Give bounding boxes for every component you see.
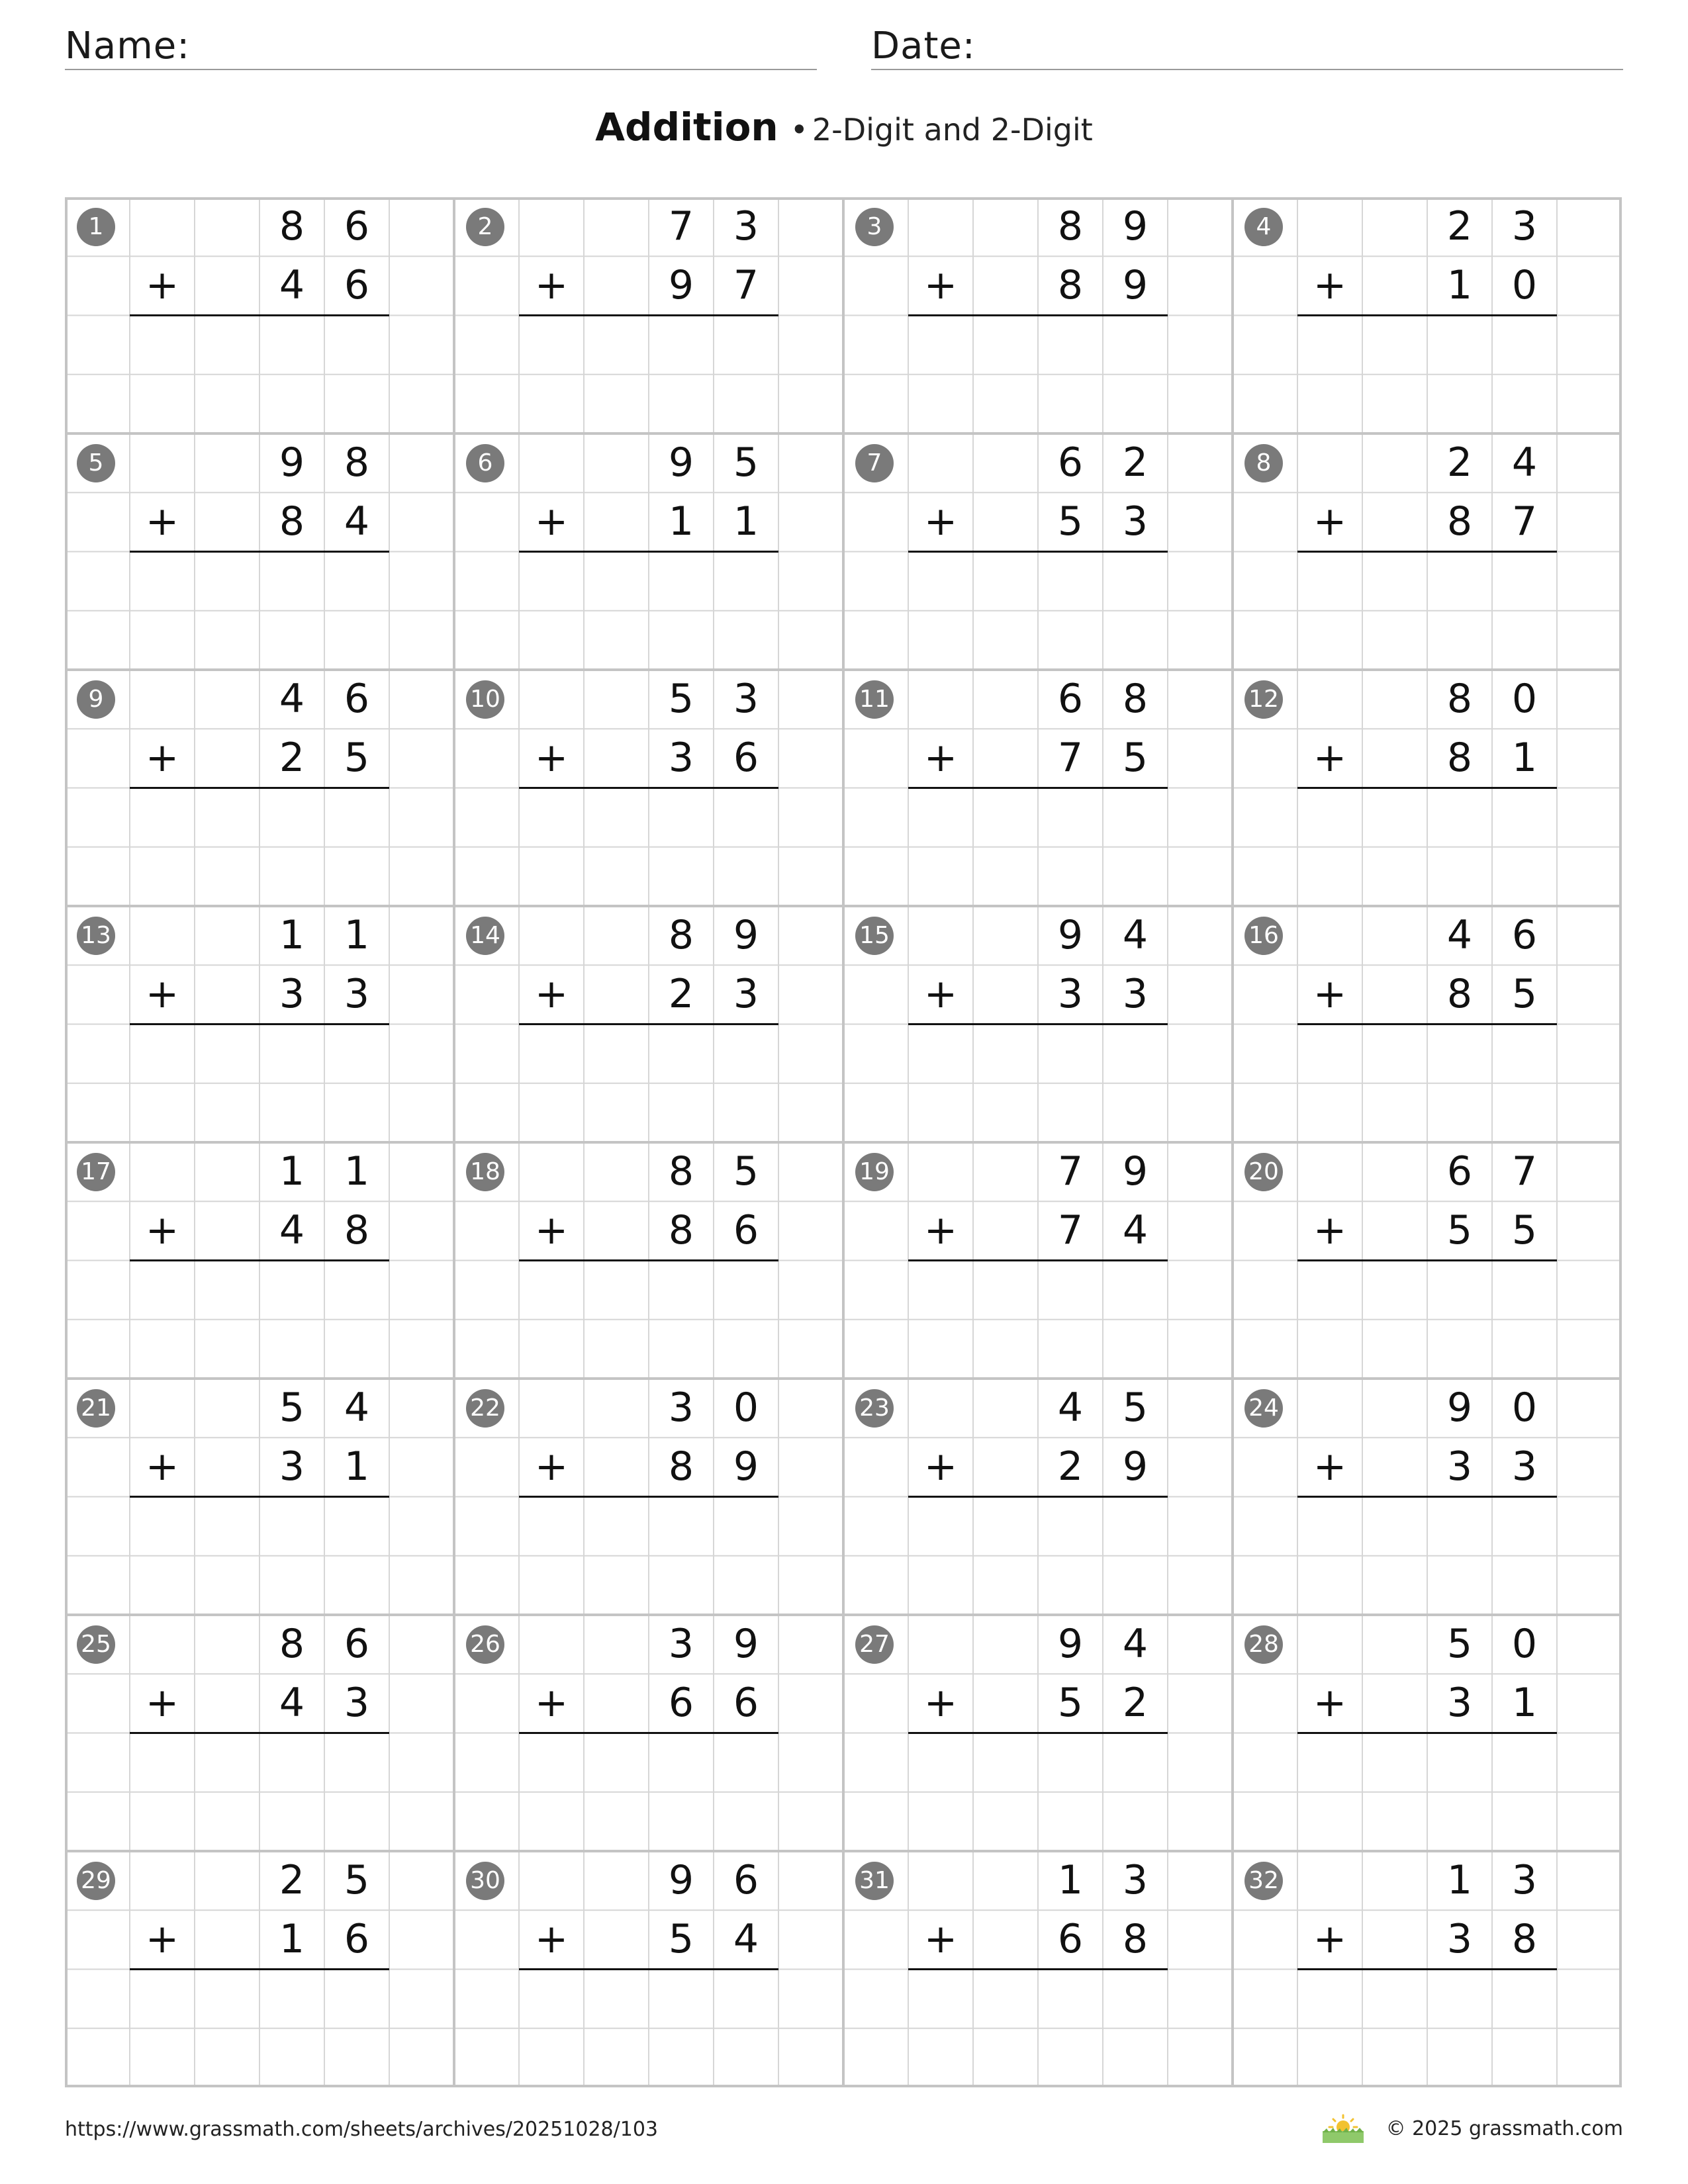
- problem-number-badge: 31: [855, 1862, 894, 1900]
- plus-sign: +: [534, 1680, 569, 1726]
- problem-number-badge: 1: [77, 208, 115, 246]
- sum-line: [130, 1496, 389, 1498]
- sum-line: [519, 314, 778, 316]
- footer-url[interactable]: https://www.grassmath.com/sheets/archives/20251028/103: [65, 2118, 659, 2141]
- problem: [843, 670, 1233, 906]
- top-ones-digit: 9: [1122, 1148, 1149, 1195]
- bottom-tens-digit: 7: [1057, 1207, 1084, 1253]
- problem: [454, 670, 843, 906]
- top-tens-digit: 6: [1057, 676, 1084, 722]
- problem: [454, 197, 843, 433]
- top-ones-digit: 0: [1511, 676, 1538, 722]
- sum-line: [1297, 1496, 1557, 1498]
- problem-number-badge: 12: [1244, 680, 1283, 719]
- plus-sign: +: [1313, 262, 1347, 308]
- sum-line: [1297, 314, 1557, 316]
- bottom-ones-digit: 6: [733, 1207, 759, 1253]
- bottom-tens-digit: 4: [279, 1207, 305, 1253]
- top-tens-digit: 1: [279, 912, 305, 958]
- top-ones-digit: 4: [1511, 439, 1538, 486]
- bottom-ones-digit: 6: [733, 1680, 759, 1726]
- problem: [843, 1615, 1233, 1851]
- bottom-tens-digit: 1: [1446, 262, 1473, 308]
- problem-number-badge: 18: [466, 1153, 504, 1191]
- top-ones-digit: 8: [1122, 676, 1149, 722]
- problem-grid: [65, 197, 1622, 2087]
- plus-sign: +: [923, 498, 958, 545]
- grass-sun-logo-icon: [1320, 2113, 1366, 2144]
- plus-sign: +: [145, 1916, 179, 1962]
- problem: [65, 670, 454, 906]
- problem-number-badge: 25: [77, 1625, 115, 1664]
- sum-line: [130, 1968, 389, 1970]
- problem: [843, 1142, 1233, 1379]
- name-label: Name:: [65, 24, 191, 68]
- top-ones-digit: 1: [344, 912, 370, 958]
- bottom-ones-digit: 1: [733, 498, 759, 545]
- sum-line: [519, 1023, 778, 1025]
- plus-sign: +: [1313, 1680, 1347, 1726]
- bottom-ones-digit: 6: [344, 262, 370, 308]
- problem-number-badge: 3: [855, 208, 894, 246]
- bottom-tens-digit: 8: [1057, 262, 1084, 308]
- bottom-ones-digit: 7: [733, 262, 759, 308]
- top-ones-digit: 6: [344, 1621, 370, 1667]
- sum-line: [519, 1732, 778, 1734]
- plus-sign: +: [1313, 1207, 1347, 1253]
- plus-sign: +: [145, 971, 179, 1017]
- top-ones-digit: 3: [1122, 1857, 1149, 1903]
- problem-number-badge: 22: [466, 1389, 504, 1428]
- footer-brand: [1320, 2113, 1623, 2144]
- top-tens-digit: 8: [279, 1621, 305, 1667]
- top-tens-digit: 5: [668, 676, 694, 722]
- bottom-tens-digit: 3: [279, 1443, 305, 1490]
- bottom-ones-digit: 3: [344, 971, 370, 1017]
- bottom-ones-digit: 4: [344, 498, 370, 545]
- bottom-tens-digit: 3: [1057, 971, 1084, 1017]
- bottom-tens-digit: 8: [1446, 498, 1473, 545]
- top-tens-digit: 4: [279, 676, 305, 722]
- problem-number-badge: 17: [77, 1153, 115, 1191]
- problem: [843, 906, 1233, 1142]
- top-tens-digit: 9: [668, 439, 694, 486]
- plus-sign: +: [923, 1443, 958, 1490]
- problem-number-badge: 13: [77, 917, 115, 955]
- top-tens-digit: 2: [1446, 439, 1473, 486]
- problem-number-badge: 8: [1244, 444, 1283, 482]
- bottom-ones-digit: 7: [1511, 498, 1538, 545]
- bottom-ones-digit: 5: [344, 735, 370, 781]
- bottom-ones-digit: 3: [344, 1680, 370, 1726]
- plus-sign: +: [145, 1207, 179, 1253]
- problem-number-badge: 26: [466, 1625, 504, 1664]
- bottom-tens-digit: 8: [668, 1443, 694, 1490]
- bottom-ones-digit: 4: [733, 1916, 759, 1962]
- plus-sign: +: [923, 1680, 958, 1726]
- top-ones-digit: 0: [733, 1385, 759, 1431]
- bottom-ones-digit: 8: [1511, 1916, 1538, 1962]
- problem: [65, 433, 454, 670]
- plus-sign: +: [923, 971, 958, 1017]
- problem-number-badge: 21: [77, 1389, 115, 1428]
- problem: [454, 1142, 843, 1379]
- sum-line: [130, 314, 389, 316]
- top-tens-digit: 9: [1057, 1621, 1084, 1667]
- bottom-ones-digit: 9: [1122, 262, 1149, 308]
- top-ones-digit: 5: [733, 1148, 759, 1195]
- date-label: Date:: [871, 24, 976, 68]
- problem: [65, 1615, 454, 1851]
- top-tens-digit: 8: [668, 912, 694, 958]
- top-tens-digit: 8: [279, 203, 305, 250]
- top-tens-digit: 6: [1446, 1148, 1473, 1195]
- plus-sign: +: [145, 498, 179, 545]
- top-tens-digit: 3: [668, 1621, 694, 1667]
- sum-line: [1297, 551, 1557, 553]
- problem: [454, 1615, 843, 1851]
- sum-line: [130, 787, 389, 789]
- top-ones-digit: 3: [733, 203, 759, 250]
- plus-sign: +: [923, 262, 958, 308]
- bottom-ones-digit: 6: [344, 1916, 370, 1962]
- plus-sign: +: [145, 1443, 179, 1490]
- bottom-tens-digit: 1: [279, 1916, 305, 1962]
- bottom-tens-digit: 7: [1057, 735, 1084, 781]
- top-ones-digit: 7: [1511, 1148, 1538, 1195]
- top-tens-digit: 9: [668, 1857, 694, 1903]
- problem: [65, 1379, 454, 1615]
- name-field[interactable]: [65, 24, 817, 70]
- bottom-ones-digit: 9: [733, 1443, 759, 1490]
- bottom-tens-digit: 4: [279, 262, 305, 308]
- problem-number-badge: 5: [77, 444, 115, 482]
- sum-line: [519, 1496, 778, 1498]
- sum-line: [1297, 1259, 1557, 1261]
- top-tens-digit: 5: [1446, 1621, 1473, 1667]
- bottom-tens-digit: 5: [668, 1916, 694, 1962]
- problem: [1233, 1851, 1622, 2087]
- bottom-tens-digit: 5: [1057, 1680, 1084, 1726]
- sum-line: [1297, 1732, 1557, 1734]
- plus-sign: +: [534, 971, 569, 1017]
- bottom-ones-digit: 5: [1511, 1207, 1538, 1253]
- bottom-tens-digit: 6: [668, 1680, 694, 1726]
- top-ones-digit: 8: [344, 439, 370, 486]
- sum-line: [130, 551, 389, 553]
- plus-sign: +: [534, 1207, 569, 1253]
- sum-line: [1297, 1968, 1557, 1970]
- bottom-ones-digit: 8: [1122, 1916, 1149, 1962]
- sum-line: [908, 787, 1168, 789]
- plus-sign: +: [1313, 1916, 1347, 1962]
- problem: [1233, 1379, 1622, 1615]
- bottom-ones-digit: 1: [344, 1443, 370, 1490]
- top-tens-digit: 8: [1446, 676, 1473, 722]
- plus-sign: +: [1313, 498, 1347, 545]
- problem: [843, 197, 1233, 433]
- problem: [65, 906, 454, 1142]
- problem-number-badge: 6: [466, 444, 504, 482]
- bottom-ones-digit: 2: [1122, 1680, 1149, 1726]
- problem-number-badge: 15: [855, 917, 894, 955]
- bottom-ones-digit: 8: [344, 1207, 370, 1253]
- sum-line: [908, 1023, 1168, 1025]
- problem-number-badge: 9: [77, 680, 115, 719]
- problem: [454, 433, 843, 670]
- sum-line: [519, 1259, 778, 1261]
- top-ones-digit: 4: [344, 1385, 370, 1431]
- top-tens-digit: 9: [1446, 1385, 1473, 1431]
- plus-sign: +: [145, 735, 179, 781]
- sum-line: [519, 551, 778, 553]
- top-tens-digit: 9: [1057, 912, 1084, 958]
- bottom-ones-digit: 3: [1122, 971, 1149, 1017]
- bottom-tens-digit: 3: [668, 735, 694, 781]
- sum-line: [519, 787, 778, 789]
- bottom-tens-digit: 3: [1446, 1443, 1473, 1490]
- problem: [1233, 433, 1622, 670]
- top-ones-digit: 3: [733, 676, 759, 722]
- plus-sign: +: [923, 1207, 958, 1253]
- top-tens-digit: 3: [668, 1385, 694, 1431]
- bottom-ones-digit: 9: [1122, 1443, 1149, 1490]
- top-ones-digit: 1: [344, 1148, 370, 1195]
- top-tens-digit: 7: [1057, 1148, 1084, 1195]
- plus-sign: +: [1313, 971, 1347, 1017]
- plus-sign: +: [534, 1916, 569, 1962]
- bottom-tens-digit: 3: [1446, 1680, 1473, 1726]
- sum-line: [130, 1023, 389, 1025]
- plus-sign: +: [1313, 735, 1347, 781]
- top-ones-digit: 3: [1511, 1857, 1538, 1903]
- plus-sign: +: [534, 498, 569, 545]
- top-tens-digit: 1: [1446, 1857, 1473, 1903]
- top-tens-digit: 4: [1446, 912, 1473, 958]
- problem: [1233, 670, 1622, 906]
- bottom-tens-digit: 4: [279, 1680, 305, 1726]
- top-tens-digit: 2: [1446, 203, 1473, 250]
- bottom-tens-digit: 3: [1446, 1916, 1473, 1962]
- bottom-tens-digit: 5: [1446, 1207, 1473, 1253]
- top-tens-digit: 5: [279, 1385, 305, 1431]
- plus-sign: +: [534, 735, 569, 781]
- top-ones-digit: 0: [1511, 1621, 1538, 1667]
- problem: [65, 1851, 454, 2087]
- sum-line: [908, 314, 1168, 316]
- bottom-tens-digit: 1: [668, 498, 694, 545]
- problem: [843, 433, 1233, 670]
- problem-number-badge: 4: [1244, 208, 1283, 246]
- problem-number-badge: 11: [855, 680, 894, 719]
- top-tens-digit: 4: [1057, 1385, 1084, 1431]
- top-ones-digit: 4: [1122, 1621, 1149, 1667]
- top-ones-digit: 9: [733, 1621, 759, 1667]
- problem-number-badge: 29: [77, 1862, 115, 1900]
- problem: [843, 1851, 1233, 2087]
- top-ones-digit: 5: [733, 439, 759, 486]
- problem: [65, 1142, 454, 1379]
- plus-sign: +: [145, 262, 179, 308]
- plus-sign: +: [923, 735, 958, 781]
- bottom-ones-digit: 3: [1122, 498, 1149, 545]
- sum-line: [908, 551, 1168, 553]
- bottom-ones-digit: 0: [1511, 262, 1538, 308]
- problem: [843, 1379, 1233, 1615]
- plus-sign: +: [534, 1443, 569, 1490]
- top-tens-digit: 6: [1057, 439, 1084, 486]
- top-ones-digit: 4: [1122, 912, 1149, 958]
- bottom-ones-digit: 5: [1511, 971, 1538, 1017]
- problem-number-badge: 16: [1244, 917, 1283, 955]
- problem-number-badge: 24: [1244, 1389, 1283, 1428]
- bottom-tens-digit: 6: [1057, 1916, 1084, 1962]
- bottom-tens-digit: 9: [668, 262, 694, 308]
- problem: [454, 906, 843, 1142]
- top-tens-digit: 8: [668, 1148, 694, 1195]
- top-ones-digit: 3: [1511, 203, 1538, 250]
- sum-line: [908, 1496, 1168, 1498]
- sum-line: [1297, 1023, 1557, 1025]
- title-separator: •: [790, 112, 808, 148]
- problem-number-badge: 2: [466, 208, 504, 246]
- problem-number-badge: 20: [1244, 1153, 1283, 1191]
- top-tens-digit: 7: [668, 203, 694, 250]
- problem-number-badge: 7: [855, 444, 894, 482]
- problem: [1233, 1615, 1622, 1851]
- top-tens-digit: 1: [1057, 1857, 1084, 1903]
- bottom-ones-digit: 3: [1511, 1443, 1538, 1490]
- bottom-ones-digit: 1: [1511, 1680, 1538, 1726]
- bottom-tens-digit: 5: [1057, 498, 1084, 545]
- bottom-ones-digit: 1: [1511, 735, 1538, 781]
- problem-number-badge: 30: [466, 1862, 504, 1900]
- problem: [1233, 197, 1622, 433]
- top-ones-digit: 0: [1511, 1385, 1538, 1431]
- problem: [1233, 1142, 1622, 1379]
- problem-number-badge: 14: [466, 917, 504, 955]
- sum-line: [908, 1732, 1168, 1734]
- top-tens-digit: 9: [279, 439, 305, 486]
- bottom-tens-digit: 2: [1057, 1443, 1084, 1490]
- worksheet-title: [0, 105, 1688, 150]
- bottom-tens-digit: 2: [668, 971, 694, 1017]
- title-subtitle: 2-Digit and 2-Digit: [812, 112, 1093, 148]
- title-main: Addition: [595, 105, 778, 150]
- bottom-tens-digit: 3: [279, 971, 305, 1017]
- problem-number-badge: 27: [855, 1625, 894, 1664]
- problem-number-badge: 23: [855, 1389, 894, 1428]
- problem-number-badge: 32: [1244, 1862, 1283, 1900]
- top-ones-digit: 2: [1122, 439, 1149, 486]
- sum-line: [130, 1732, 389, 1734]
- problem-number-badge: 28: [1244, 1625, 1283, 1664]
- top-ones-digit: 6: [344, 676, 370, 722]
- problem: [454, 1379, 843, 1615]
- problem: [65, 197, 454, 433]
- sum-line: [130, 1259, 389, 1261]
- sum-line: [1297, 787, 1557, 789]
- date-field[interactable]: [871, 24, 1623, 70]
- plus-sign: +: [1313, 1443, 1347, 1490]
- top-ones-digit: 9: [733, 912, 759, 958]
- bottom-ones-digit: 3: [733, 971, 759, 1017]
- top-ones-digit: 6: [733, 1857, 759, 1903]
- top-tens-digit: 2: [279, 1857, 305, 1903]
- top-tens-digit: 8: [1057, 203, 1084, 250]
- bottom-ones-digit: 4: [1122, 1207, 1149, 1253]
- problem-number-badge: 19: [855, 1153, 894, 1191]
- plus-sign: +: [923, 1916, 958, 1962]
- bottom-tens-digit: 8: [668, 1207, 694, 1253]
- top-tens-digit: 1: [279, 1148, 305, 1195]
- bottom-tens-digit: 8: [279, 498, 305, 545]
- top-ones-digit: 9: [1122, 203, 1149, 250]
- top-ones-digit: 6: [344, 203, 370, 250]
- bottom-tens-digit: 8: [1446, 735, 1473, 781]
- problem: [454, 1851, 843, 2087]
- sum-line: [519, 1968, 778, 1970]
- bottom-ones-digit: 6: [733, 735, 759, 781]
- top-ones-digit: 5: [344, 1857, 370, 1903]
- sum-line: [908, 1968, 1168, 1970]
- plus-sign: +: [534, 262, 569, 308]
- sum-line: [908, 1259, 1168, 1261]
- bottom-tens-digit: 8: [1446, 971, 1473, 1017]
- top-ones-digit: 5: [1122, 1385, 1149, 1431]
- problem-number-badge: 10: [466, 680, 504, 719]
- footer-copyright: © 2025 grassmath.com: [1385, 2116, 1623, 2140]
- plus-sign: +: [145, 1680, 179, 1726]
- problem: [1233, 906, 1622, 1142]
- bottom-ones-digit: 5: [1122, 735, 1149, 781]
- top-ones-digit: 6: [1511, 912, 1538, 958]
- bottom-tens-digit: 2: [279, 735, 305, 781]
